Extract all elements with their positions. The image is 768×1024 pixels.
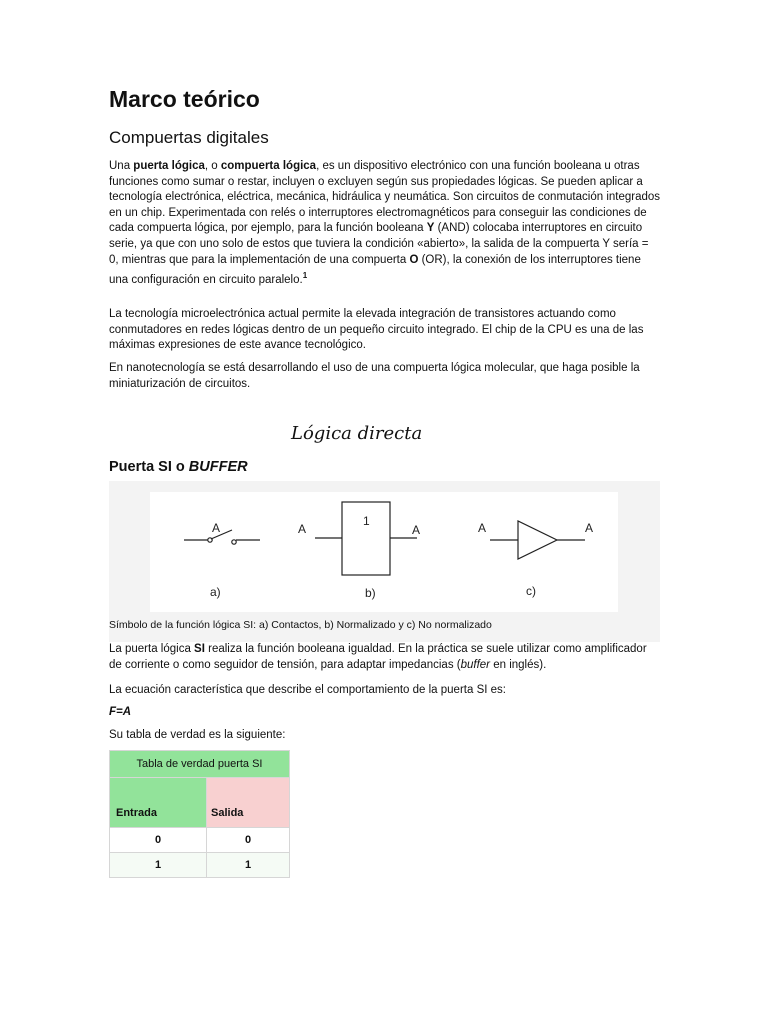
switch-contact-symbol xyxy=(184,521,260,599)
text-run: puerta lógica xyxy=(133,160,205,172)
table-cell: 0 xyxy=(110,828,207,853)
output-label-a: A xyxy=(412,523,421,537)
paragraph-intro xyxy=(109,159,661,289)
truth-table xyxy=(109,750,290,878)
text-run: compuerta lógica xyxy=(220,160,317,172)
table-row xyxy=(110,853,290,878)
puerta-heading-italic: BUFFER xyxy=(188,459,248,475)
paragraph-equation-intro: La ecuación característica que describe el comportamiento de la puerta SI es: xyxy=(109,684,506,696)
paragraph-microelectronics: La tecnología microelectrónica actual permite la elevada integración de transistores actuando como conmutadores en redes lógicas dentro de un pequeño circuito integrado. El chip de la CPU es una de las máximas expresiones de este avance tecnológico. xyxy=(109,308,644,352)
buffer-triangle-symbol xyxy=(478,521,593,598)
truth-table-header-entrada: Entrada xyxy=(110,778,207,828)
paragraph-nanotech: En nanotecnología se está desarrollando el uso de una compuerta lógica molecular, que haga posible la miniaturización de circuitos. xyxy=(109,362,640,390)
puerta-si-heading xyxy=(109,459,248,475)
text-run: realiza la función booleana igualdad. En la práctica se suele utilizar como amplificador de corriente o como seguidor de tensión, para adaptar impedancias ( xyxy=(109,643,647,671)
text-run: 1 xyxy=(302,271,308,281)
truth-table-title: Tabla de verdad puerta SI xyxy=(110,751,290,778)
identity-label-one: 1 xyxy=(363,514,370,528)
equation: F=A xyxy=(109,706,132,718)
text-run: SI xyxy=(194,643,205,655)
table-cell: 0 xyxy=(207,828,290,853)
text-run: (AND) colocaba interruptores en circuito serie, ya que con uno solo de estos que tuviera la condición «abierto», la salida de la compuerta Y sería = 0, mientras que para la implementación de una compuerta xyxy=(109,222,649,266)
paragraph-si-description xyxy=(109,642,661,673)
text-run: , es un dispositivo electrónico con una función booleana u otras funciones como sumar o restar, incluyen o excluyen según sus propiedades lógicas. Se pueden aplicar a tecnología electrónica, eléctrica, mecánica, hidráulica y neumática. Son circuitos de conmutación integrados en un chip. Experimentada con relés o interruptores electromagnéticos para conseguir las condiciones de cada compuerta lógica, por ejemplo, para la función booleana xyxy=(109,160,661,235)
buffer-symbols-figure xyxy=(150,492,618,612)
table-cell: 1 xyxy=(207,853,290,878)
section-subtitle: Compuertas digitales xyxy=(109,128,269,147)
text-run: , o xyxy=(204,160,221,172)
page-title: Marco teórico xyxy=(109,86,260,112)
table-row xyxy=(110,828,290,853)
figure-caption: Símbolo de la función lógica SI: a) Contactos, b) Normalizado y c) No normalizado xyxy=(109,619,492,631)
switch-label-a: A xyxy=(212,521,221,535)
caption-c-label: c) xyxy=(526,584,536,598)
text-run: O xyxy=(409,253,419,266)
paragraph-truth-table-intro: Su tabla de verdad es la siguiente: xyxy=(109,729,286,741)
buffer-normalized-symbol xyxy=(298,502,420,600)
text-run: (OR), la conexión de los interruptores tiene una configuración en circuito paralelo. xyxy=(109,253,641,286)
text-run: Una xyxy=(109,160,134,172)
truth-table-header-salida: Salida xyxy=(207,778,290,828)
caption-b-label: b) xyxy=(365,586,376,600)
caption-a-label: a) xyxy=(210,585,221,599)
text-run: en inglés). xyxy=(490,658,547,671)
text-run: buffer xyxy=(460,658,491,671)
table-cell: 1 xyxy=(110,853,207,878)
triangle-input-label-a: A xyxy=(478,521,487,535)
triangle-output-label-a: A xyxy=(585,521,594,535)
section-title-logica-directa: Lógica directa xyxy=(291,423,423,444)
puerta-heading-prefix: Puerta SI o xyxy=(109,459,189,475)
text-run: La puerta lógica xyxy=(109,643,195,655)
input-label-a: A xyxy=(298,522,307,536)
text-run: Y xyxy=(426,222,435,235)
